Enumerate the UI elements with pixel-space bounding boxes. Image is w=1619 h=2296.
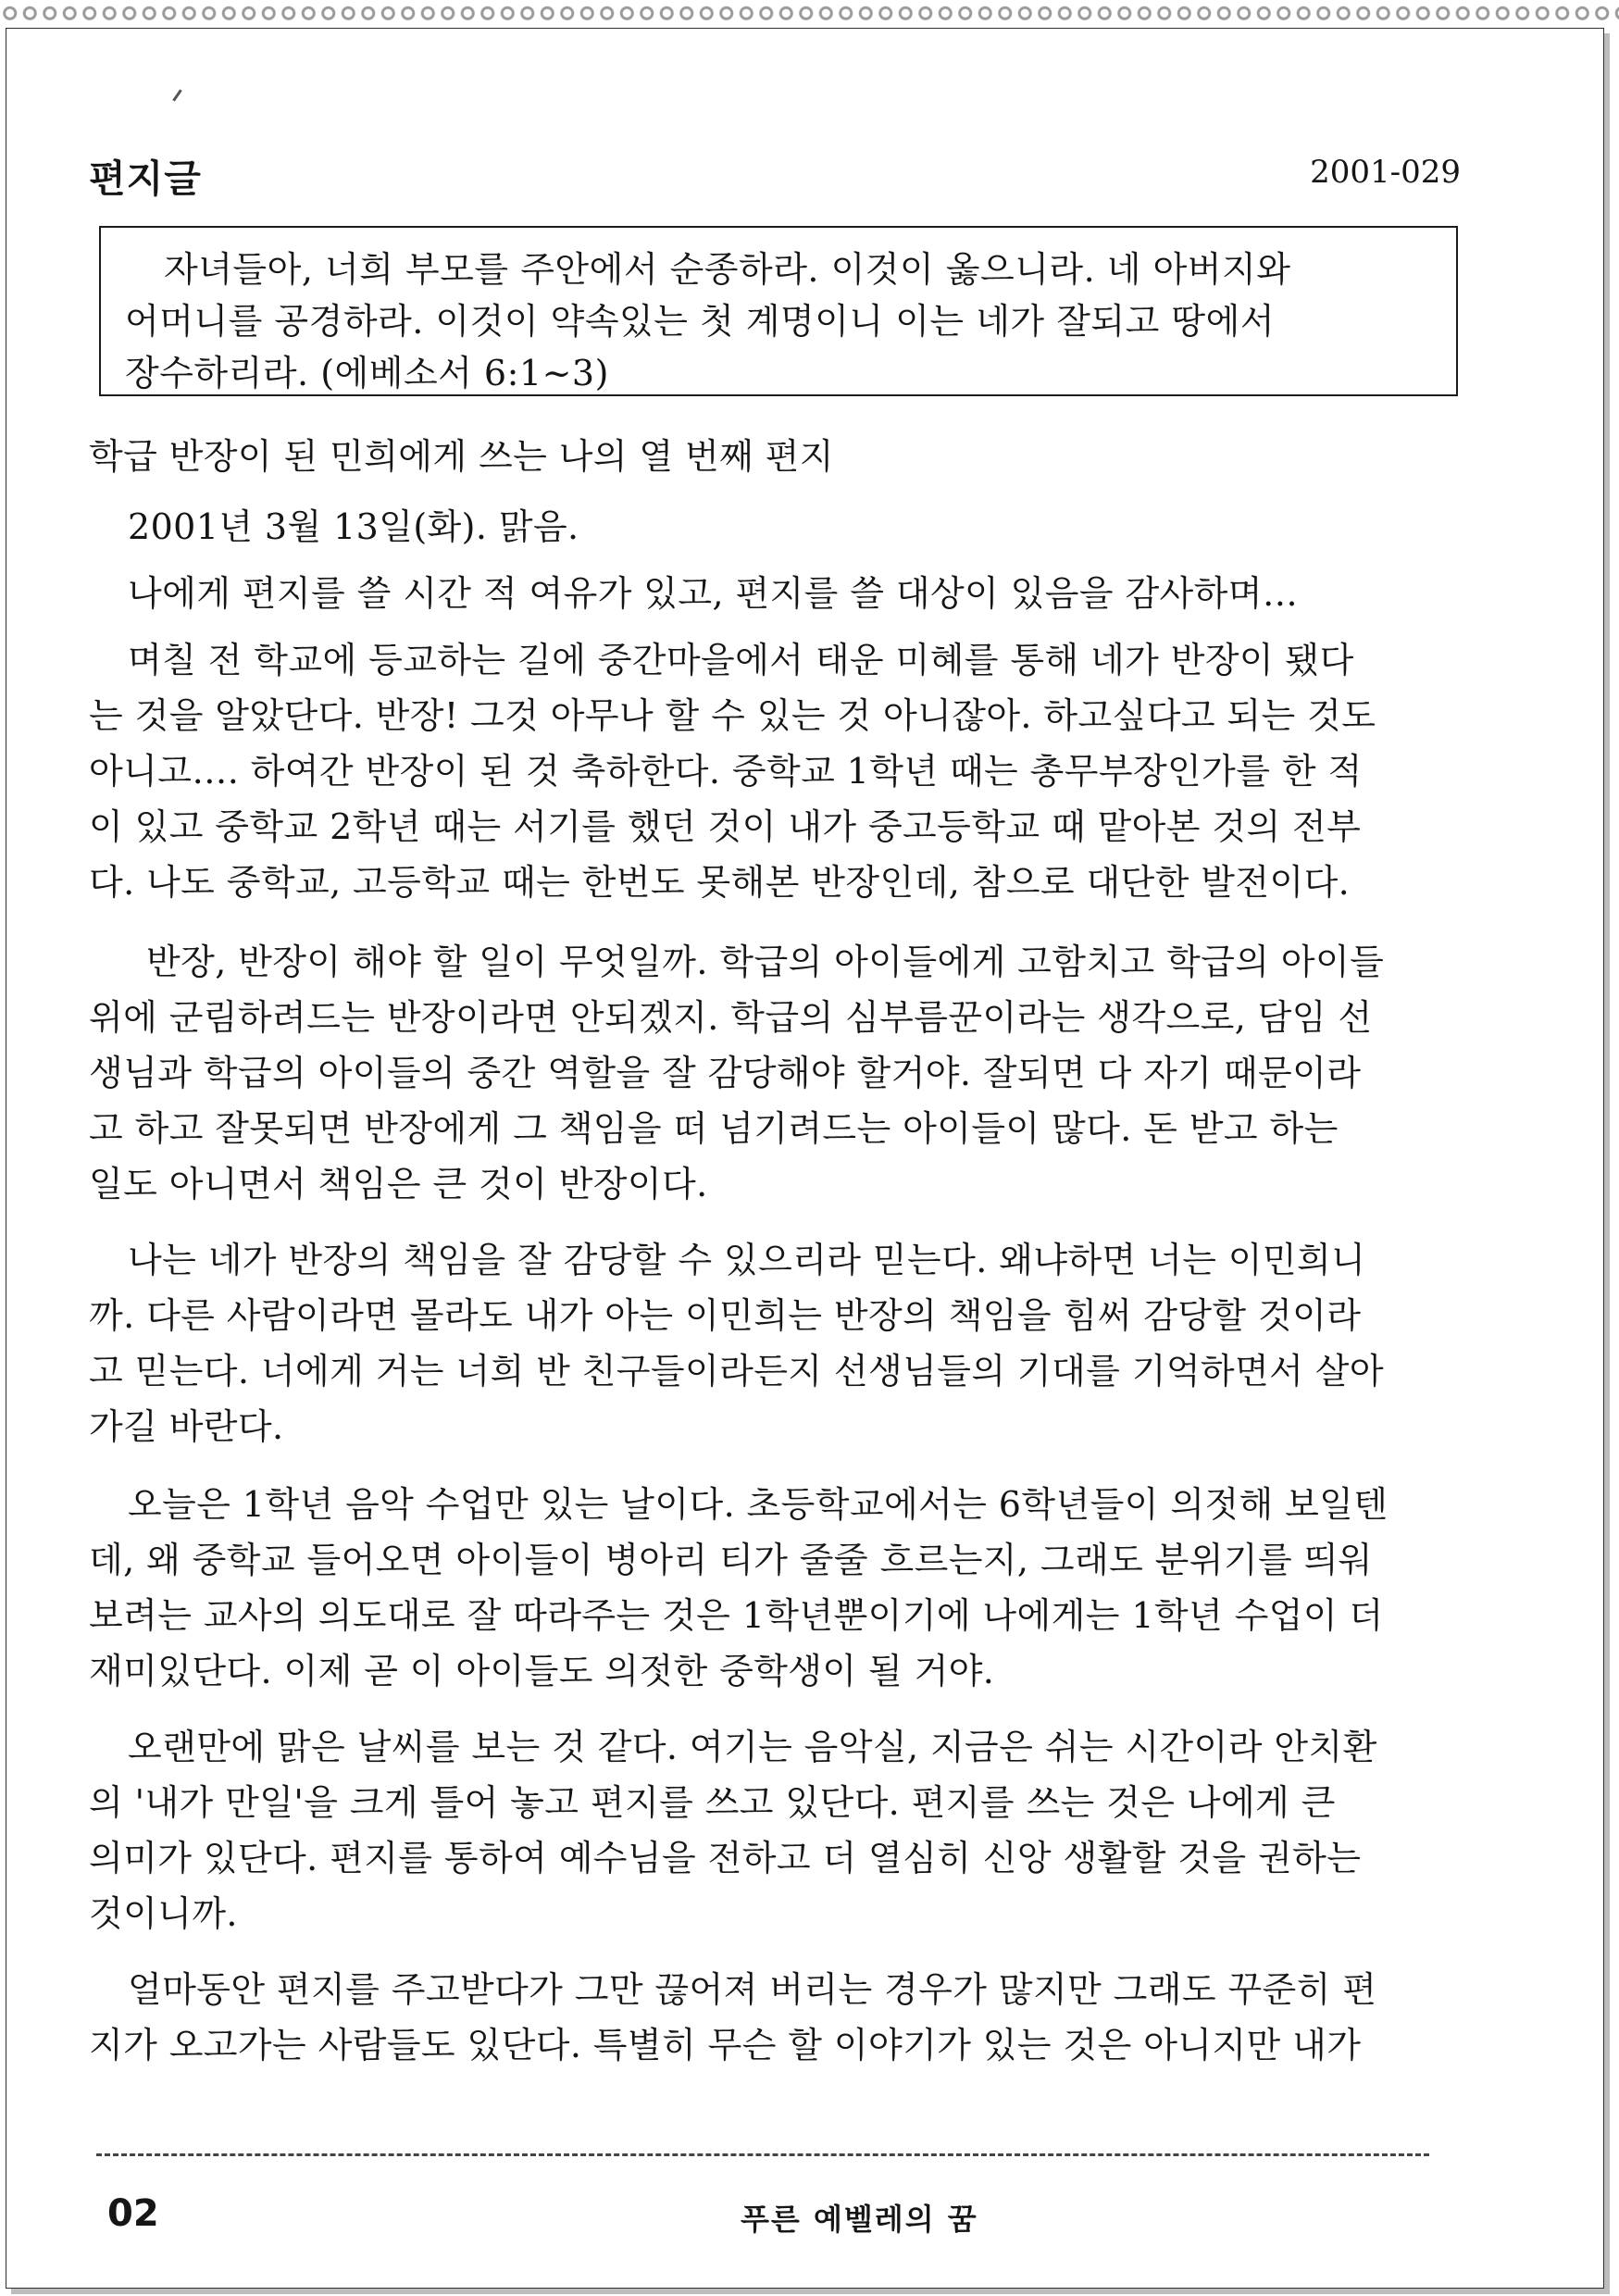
document-number: 2001-029 — [1310, 154, 1461, 191]
page-number: 02 — [107, 2192, 159, 2235]
letter-heading: 학급 반장이 된 민희에게 쓰는 나의 열 번째 편지 — [89, 436, 834, 477]
spiral-binding — [0, 0, 1619, 24]
letter-date: 2001년 3월 13일(화). 맑음. — [128, 506, 579, 547]
paragraph-line: 생님과 학급의 아이들의 중간 역할을 잘 감당해야 할거야. 잘되면 다 자기 때문이라 — [89, 1053, 1362, 1093]
paragraph-line: 오랜만에 맑은 날씨를 보는 것 같다. 여기는 음악실, 지금은 쉬는 시간이라 안치환 — [128, 1727, 1377, 1767]
paragraph-line: 고 하고 잘못되면 반장에게 그 책임을 떠 넘기려드는 아이들이 많다. 돈 받고 하는 — [89, 1108, 1339, 1149]
paragraph-line: 얼마동안 편지를 주고받다가 그만 끊어져 버리는 경우가 많지만 그래도 꾸준히 편 — [128, 1969, 1377, 2010]
book-title: 푸른 예벨레의 꿈 — [741, 2202, 978, 2237]
paragraph-line: 데, 왜 중학교 들어오면 아이들이 병아리 티가 줄줄 흐르는지, 그래도 분위기를 띄워 — [89, 1540, 1373, 1580]
scripture-quote-box — [99, 226, 1458, 396]
paragraph-line: 다. 나도 중학교, 고등학교 때는 한번도 못해본 반장인데, 참으로 대단한 발전이다. — [89, 862, 1351, 903]
paragraph-line: 가길 바란다. — [89, 1406, 284, 1447]
page-header — [89, 148, 1461, 204]
footer-divider — [96, 2153, 1429, 2156]
paragraph-line: 의미가 있단다. 편지를 통하여 예수님을 전하고 더 열심히 신앙 생활할 것을 권하는 — [89, 1838, 1362, 1878]
paragraph-line: 오늘은 1학년 음악 수업만 있는 날이다. 초등학교에서는 6학년들이 의젓해 보일텐 — [128, 1484, 1389, 1525]
letter-intro: 나에게 편지를 쓸 시간 적 여유가 있고, 편지를 쓸 대상이 있음을 감사하며… — [128, 573, 1299, 614]
paragraph-line: 아니고…. 하여간 반장이 된 것 축하한다. 중학교 1학년 때는 총무부장인가를 한 적 — [89, 751, 1363, 792]
paragraph-line: 까. 다른 사람이라면 몰라도 내가 아는 이민희는 반장의 책임을 힘써 감당할 것이라 — [89, 1295, 1362, 1336]
paragraph-line: 이 있고 중학교 2학년 때는 서기를 했던 것이 내가 중고등학교 때 맡아본 것의 전부 — [89, 806, 1362, 847]
paragraph-line: 위에 군림하려드는 반장이라면 안되겠지. 학급의 심부름꾼이라는 생각으로, 담임 선 — [89, 997, 1373, 1038]
paragraph-line: 것이니까. — [89, 1893, 238, 1934]
paragraph-line: 보려는 교사의 의도대로 잘 따라주는 것은 1학년뿐이기에 나에게는 1학년 수업이 더 — [89, 1595, 1384, 1636]
section-title: 편지글 — [89, 156, 202, 201]
quote-line: 장수하리라. (에베소서 6:1~3) — [125, 353, 609, 393]
quote-line: 어머니를 공경하라. 이것이 약속있는 첫 계명이니 이는 네가 잘되고 땅에서 — [125, 301, 1276, 342]
paragraph-line: 반장, 반장이 해야 할 일이 무엇일까. 학급의 아이들에게 고함치고 학급의 아이들 — [146, 942, 1385, 982]
paragraph-line: 일도 아니면서 책임은 큰 것이 반장이다. — [89, 1164, 708, 1204]
paragraph-line: 며칠 전 학교에 등교하는 길에 중간마을에서 태운 미혜를 통해 네가 반장이 됐다 — [128, 640, 1354, 680]
paragraph-line: 고 믿는다. 너에게 거는 너희 반 친구들이라든지 선생님들의 기대를 기억하면서 살아 — [89, 1351, 1384, 1391]
quote-line: 자녀들아, 너희 부모를 주안에서 순종하라. 이것이 옳으니라. 네 아버지와 — [164, 249, 1291, 290]
paragraph-line: 는 것을 알았단다. 반장! 그것 아무나 할 수 있는 것 아니잖아. 하고싶다고 되는 것도 — [89, 695, 1376, 736]
paragraph-line: 나는 네가 반장의 책임을 잘 감당할 수 있으리라 믿는다. 왜냐하면 너는 이민희니 — [128, 1240, 1366, 1280]
paragraph-line: 의 '내가 만일'을 크게 틀어 놓고 편지를 쓰고 있단다. 편지를 쓰는 것은 나에게 큰 — [89, 1782, 1336, 1823]
paragraph-line: 재미있단다. 이제 곧 이 아이들도 의젓한 중학생이 될 거야. — [89, 1651, 995, 1691]
paragraph-line: 지가 오고가는 사람들도 있단다. 특별히 무슨 할 이야기가 있는 것은 아니지만 내가 — [89, 2025, 1362, 2065]
